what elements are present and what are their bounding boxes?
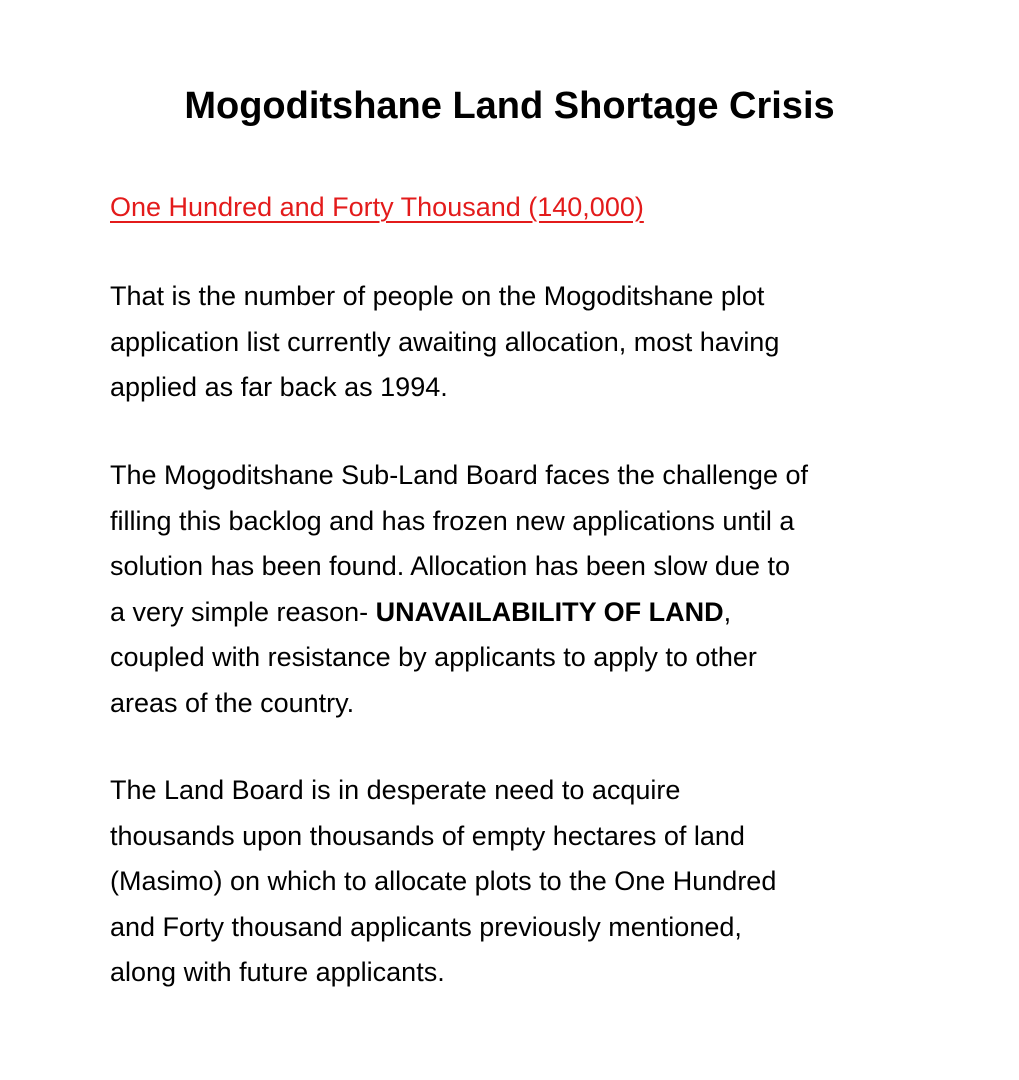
paragraph-2 — [110, 453, 930, 726]
paragraph-2-line-2: filling this backlog and has frozen new applications until a — [110, 505, 795, 536]
paragraph-2-line-4-suffix: , — [723, 596, 732, 627]
paragraph-1-line-3: applied as far back as 1994. — [110, 372, 448, 402]
paragraph-3 — [110, 768, 930, 996]
paragraph-2-line-5: coupled with resistance by applicants to apply to other — [110, 642, 757, 672]
paragraph-2-line-6: areas of the country. — [110, 687, 355, 718]
paragraph-1 — [110, 274, 930, 411]
paragraph-3-line-5: along with future applicants. — [110, 957, 445, 987]
emphasis-unavailability-of-land: UNAVAILABILITY OF LAND — [375, 596, 724, 627]
paragraph-3-line-3: (Masimo) on which to allocate plots to the One Hundred — [110, 866, 777, 896]
paragraph-2-line-3: solution has been found. Allocation has been slow due to — [110, 551, 790, 581]
page-title: Mogoditshane Land Shortage Crisis — [184, 85, 835, 127]
paragraph-3-line-2: thousands upon thousands of empty hectares of land — [110, 820, 745, 851]
paragraph-1-line-2: application list currently awaiting allocation, most having — [110, 326, 780, 357]
paragraph-2-line-1: The Mogoditshane Sub-Land Board faces the challenge of — [110, 460, 808, 490]
paragraph-3-line-4: and Forty thousand applicants previously mentioned, — [110, 911, 742, 942]
paragraph-2-line-4 — [110, 590, 930, 636]
paragraph-3-line-1: The Land Board is in desperate need to acquire — [110, 775, 681, 805]
subtitle-figure: One Hundred and Forty Thousand (140,000) — [110, 192, 644, 222]
paragraph-1-line-1: That is the number of people on the Mogoditshane plot — [110, 281, 765, 311]
paragraph-2-line-4-prefix: a very simple reason- — [110, 596, 376, 627]
